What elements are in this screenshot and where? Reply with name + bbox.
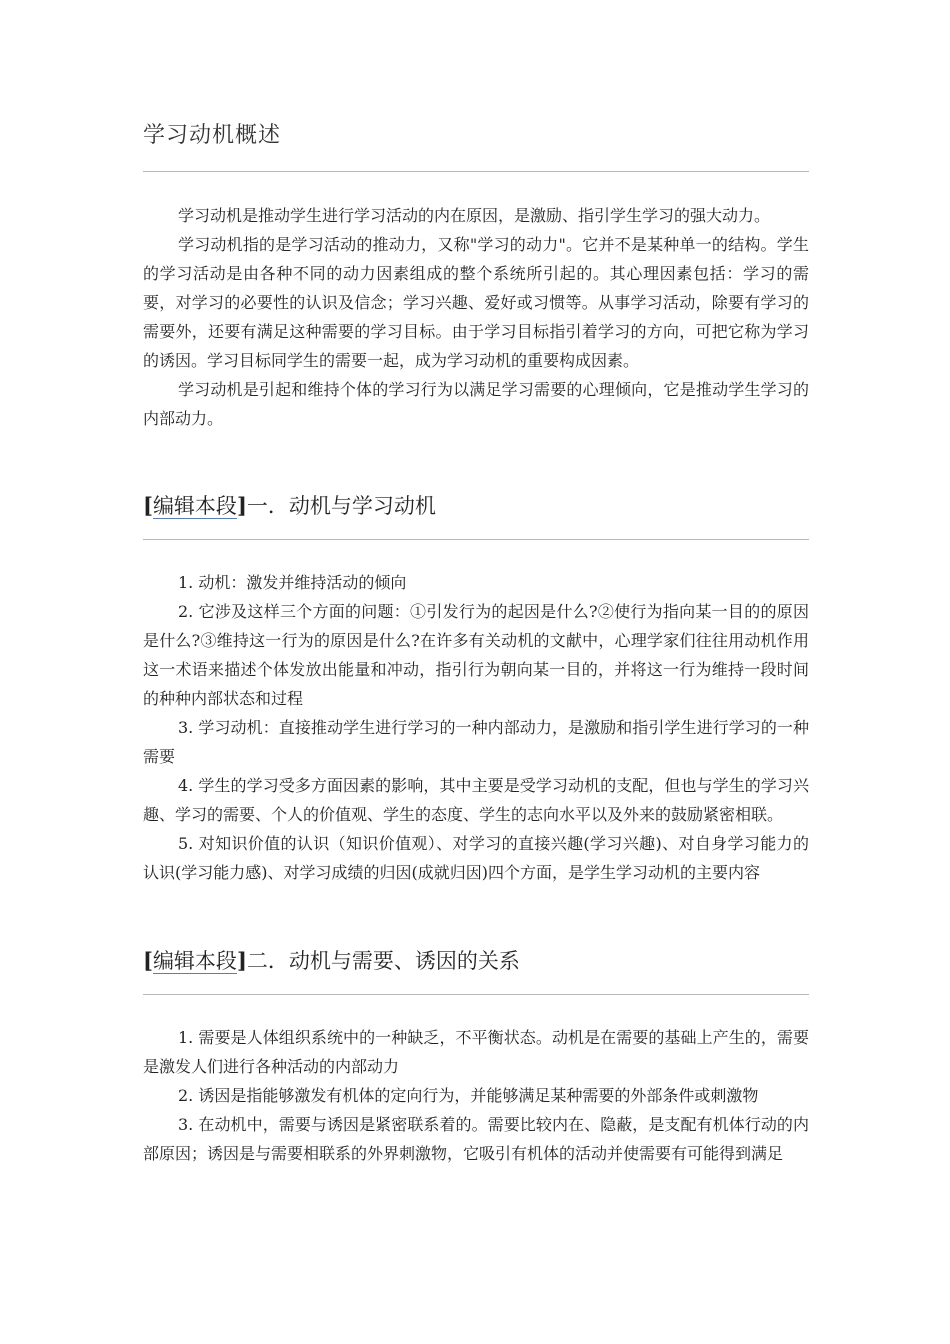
bracket-close: ] [236,493,247,518]
section-divider [143,539,809,540]
list-item: 1. 动机：激发并维持活动的倾向 [178,573,407,592]
paragraph: 学习动机是引起和维持个体的学习行为以满足学习需要的心理倾向，它是推动学生学习的内部动力。 [143,380,809,428]
list-item: 2. 诱因是指能够激发有机体的定向行为，并能够满足某种需要的外部条件或刺激物 [178,1086,759,1105]
page-title: 学习动机概述 [143,123,282,148]
list-item: 5. 对知识价值的认识（知识价值观）、对学习的直接兴趣(学习兴趣)、对自身学习能力的认识(学习能力感)、对学习成绩的归因(成就归因)四个方面，是学生学习动机的主要内容 [143,834,809,882]
section-title: 二．动机与需要、诱因的关系 [246,949,520,973]
list-item: 3. 学习动机：直接推动学生进行学习的一种内部动力，是激励和指引学生进行学习的一种需要 [143,718,809,766]
bracket-open: [ [143,493,153,518]
section-body [143,1023,809,1168]
edit-section-link[interactable]: 编辑本段 [152,949,237,973]
section-divider [143,994,809,995]
list-item: 2. 它涉及这样三个方面的问题：①引发行为的起因是什么?②使行为指向某一目的的原因是什么?③维持这一行为的原因是什么?在许多有关动机的文献中，心理学家们往往用动机作用这一术语来描述个体发放出能量和冲动，指引行为朝向某一目的，并将这一行为维持一段时间的种种内部状态和过程 [143,602,809,708]
edit-section-link[interactable]: 编辑本段 [152,494,237,518]
list-item: 3. 在动机中，需要与诱因是紧密联系着的。需要比较内在、隐蔽，是支配有机体行动的内部原因；诱因是与需要相联系的外界刺激物，它吸引有机体的活动并使需要有可能得到满足 [143,1115,809,1163]
title-divider [143,171,809,172]
section-title: 一．动机与学习动机 [246,494,436,518]
section-heading [143,945,520,975]
bracket-close: ] [236,948,247,973]
bracket-open: [ [143,948,153,973]
section-body [143,568,809,887]
paragraph: 学习动机是推动学生进行学习活动的内在原因，是激励、指引学生学习的强大动力。 [178,206,771,225]
section-heading [143,490,436,520]
intro-text [143,201,809,433]
paragraph: 学习动机指的是学习活动的推动力，又称"学习的动力"。它并不是某种单一的结构。学生的学习活动是由各种不同的动力因素组成的整个系统所引起的。其心理因素包括：学习的需要，对学习的必要性的认识及信念；学习兴趣、爱好或习惯等。从事学习活动，除要有学习的需要外，还要有满足这种需要的学习目标。由于学习目标指引着学习的方向，可把它称为学习的诱因。学习目标同学生的需要一起，成为学习动机的重要构成因素。 [143,235,809,370]
list-item: 4. 学生的学习受多方面因素的影响，其中主要是受学习动机的支配，但也与学生的学习兴趣、学习的需要、个人的价值观、学生的态度、学生的志向水平以及外来的鼓励紧密相联。 [143,776,809,824]
list-item: 1. 需要是人体组织系统中的一种缺乏，不平衡状态。动机是在需要的基础上产生的，需要是激发人们进行各种活动的内部动力 [143,1028,809,1076]
